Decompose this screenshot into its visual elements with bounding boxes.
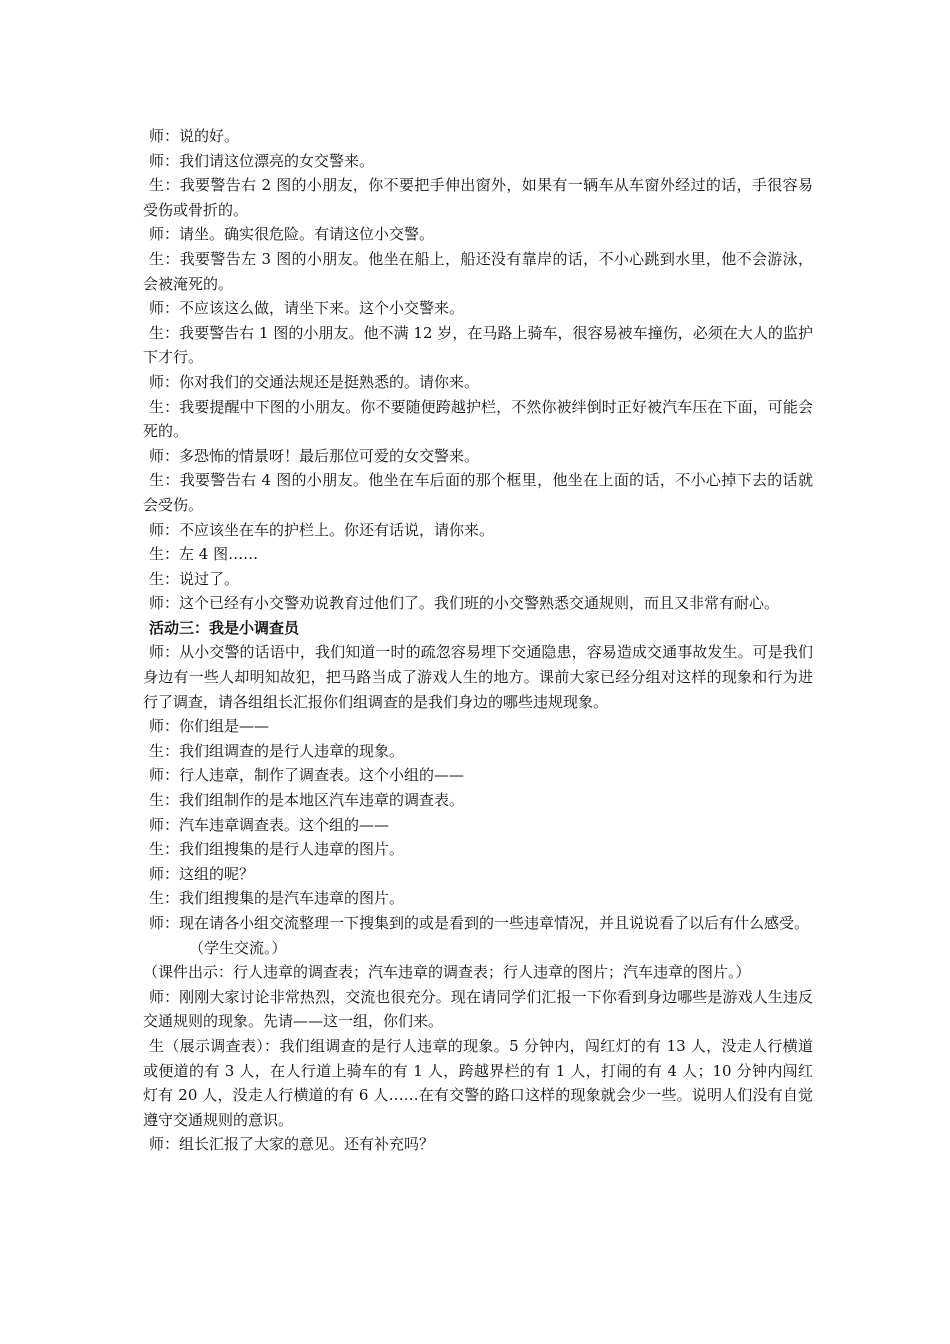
dialogue-line: 生：我要提醒中下图的小朋友。你不要随便跨越护栏，不然你被绊倒时正好被汽车压在下面，可能会死的。 bbox=[143, 397, 813, 441]
section-heading: 活动三：我是小调查员 bbox=[149, 618, 300, 637]
dialogue-line: 师：从小交警的话语中，我们知道一时的疏忽容易埋下交通隐患，容易造成交通事故发生。可是我们身边有一些人却明知故犯，把马路当成了游戏人生的地方。课前大家已经分组对这样的现象和行为进行了调查，请各组组长汇报你们组调查的是我们身边的哪些违规现象。 bbox=[143, 643, 813, 711]
dialogue-line: 生：我们组搜集的是行人违章的图片。 bbox=[149, 840, 405, 859]
dialogue-line: 师：请坐。确实很危险。有请这位小交警。 bbox=[149, 225, 435, 244]
dialogue-line: 生：左 4 图…… bbox=[149, 545, 259, 564]
dialogue-line: 师：刚刚大家讨论非常热烈，交流也很充分。现在请同学们汇报一下你看到身边哪些是游戏人生违反交通规则的现象。先请——这一组，你们来。 bbox=[143, 987, 813, 1031]
dialogue-line: 师：不应该这么做，请坐下来。这个小交警来。 bbox=[149, 299, 465, 318]
dialogue-line: 师：你对我们的交通法规还是挺熟悉的。请你来。 bbox=[149, 372, 480, 391]
dialogue-line: 师：不应该坐在车的护栏上。你还有话说，请你来。 bbox=[149, 520, 495, 539]
dialogue-line: 师：我们请这位漂亮的女交警来。 bbox=[149, 151, 375, 170]
dialogue-line: 师：现在请各小组交流整理一下搜集到的或是看到的一些违章情况，并且说说看了以后有什么感受。 bbox=[149, 914, 810, 932]
lesson-transcript bbox=[143, 124, 813, 1157]
stage-direction: （课件出示：行人违章的调查表；汽车违章的调查表；行人违章的图片；汽车违章的图片。） bbox=[143, 963, 751, 982]
dialogue-line: 生：我们组调查的是行人违章的现象。 bbox=[149, 741, 405, 760]
dialogue-line: 生：我要警告右 1 图的小朋友。他不满 12 岁，在马路上骑车，很容易被车撞伤，必须在大人的监护下才行。 bbox=[143, 323, 813, 367]
dialogue-line: 生：说过了。 bbox=[149, 569, 240, 588]
stage-direction: （学生交流。） bbox=[189, 938, 287, 957]
dialogue-line: 生：我们组搜集的是汽车违章的图片。 bbox=[149, 889, 405, 908]
dialogue-line: 生（展示调查表）：我们组调查的是行人违章的现象。5 分钟内，闯红灯的有 13 人，没走人行横道或便道的有 3 人，在人行道上骑车的有 1 人，跨越界栏的有 1 人，打闹的有 4 人；10 分钟内闯红灯有 20 人，没走人行横道的有 6 人……在有交警的路口这样的现象就会少一些。说明人们没有自觉遵守交通规则的意识。 bbox=[143, 1036, 813, 1129]
dialogue-line: 生：我要警告右 4 图的小朋友。他坐在车后面的那个框里，他坐在上面的话，不小心掉下去的话就会受伤。 bbox=[143, 471, 813, 514]
dialogue-line: 生：我们组制作的是本地区汽车违章的调查表。 bbox=[149, 791, 465, 810]
dialogue-line: 师：行人违章，制作了调查表。这个小组的—— bbox=[149, 766, 465, 785]
dialogue-line: 师：多恐怖的情景呀！最后那位可爱的女交警来。 bbox=[149, 446, 480, 465]
dialogue-line: 生：我要警告左 3 图的小朋友。他坐在船上，船还没有靠岸的话，不小心跳到水里，他不会游泳，会被淹死的。 bbox=[143, 249, 813, 293]
dialogue-line: 师：组长汇报了大家的意见。还有补充吗？ bbox=[149, 1135, 435, 1154]
dialogue-line: 师：汽车违章调查表。这个组的—— bbox=[149, 815, 390, 834]
dialogue-line: 师：说的好。 bbox=[149, 127, 240, 145]
dialogue-line: 师：这组的呢？ bbox=[149, 864, 255, 883]
dialogue-line: 生：我要警告右 2 图的小朋友，你不要把手伸出窗外，如果有一辆车从车窗外经过的话，手很容易受伤或骨折的。 bbox=[143, 176, 813, 219]
dialogue-line: 师：这个已经有小交警劝说教育过他们了。我们班的小交警熟悉交通规则，而且又非常有耐心。 bbox=[149, 594, 780, 613]
dialogue-line: 师：你们组是—— bbox=[149, 717, 270, 736]
